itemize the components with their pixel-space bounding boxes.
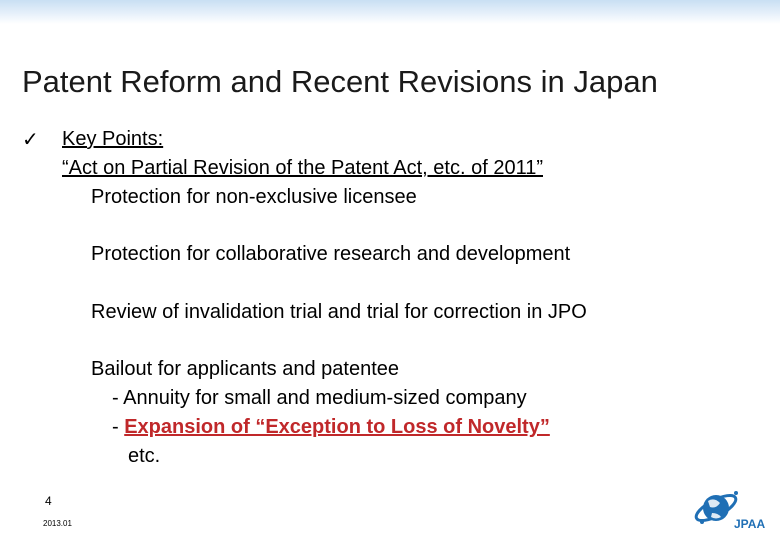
item-non-exclusive-licensee: Protection for non-exclusive licensee bbox=[91, 186, 417, 208]
act-title: “Act on Partial Revision of the Patent Act, etc. of 2011” bbox=[62, 157, 543, 179]
sub-item-expansion-prefix: - bbox=[112, 416, 125, 438]
sub-item-annuity: - Annuity for small and medium-sized company bbox=[112, 387, 527, 409]
footer-date: 2013.01 bbox=[43, 519, 72, 528]
item-collaborative-research: Protection for collaborative research and development bbox=[91, 243, 571, 265]
item-bailout: Bailout for applicants and patentee bbox=[91, 358, 399, 380]
sub-item-expansion-emphasis: Expansion of “Exception to Loss of Novelty” bbox=[124, 416, 550, 438]
sub-item-etc: etc. bbox=[128, 445, 161, 467]
top-header-band bbox=[0, 0, 780, 24]
slide-title: Patent Reform and Recent Revisions in Japan bbox=[22, 64, 658, 99]
jpaa-logo bbox=[690, 487, 774, 533]
sub-item-expansion bbox=[112, 414, 550, 440]
key-points-label: Key Points: bbox=[62, 128, 164, 150]
check-icon: ✓ bbox=[22, 127, 39, 151]
page-number: 4 bbox=[45, 494, 52, 508]
jpaa-logo-text: JPAA bbox=[734, 517, 766, 531]
item-invalidation-trial: Review of invalidation trial and trial for correction in JPO bbox=[91, 301, 587, 323]
